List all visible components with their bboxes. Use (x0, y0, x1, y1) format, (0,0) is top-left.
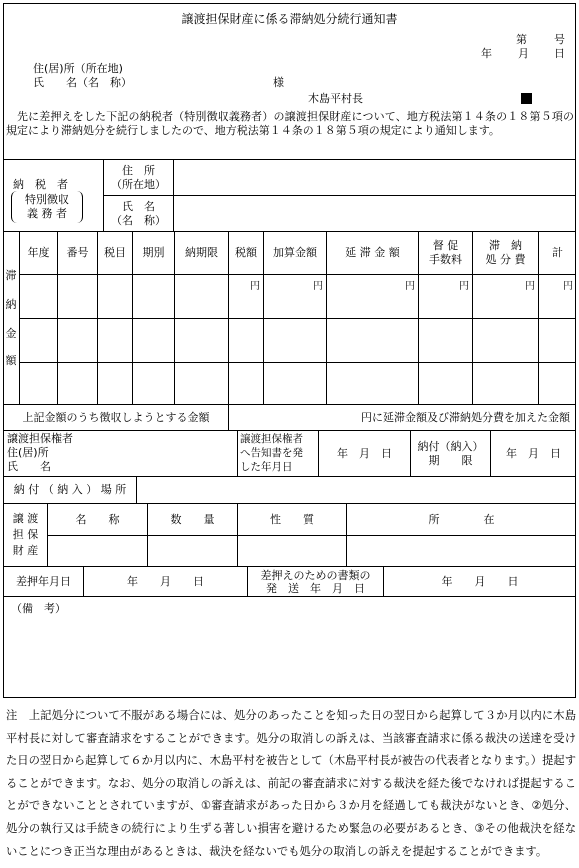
special-collector-label: 特別徴収 義 務 者 (11, 191, 83, 223)
recipient-address-label: 住(居)所（所在地) (33, 62, 123, 75)
body-text: 先に差押えをした下記の納税者（特別徴収義務者）の譲渡担保財産について、地方税法第１４条の１８第５項の規定により滞納処分を続行しましたので、地方税法第１４条の１８第５項の規定により通知します。 (6, 110, 574, 137)
date-hi: 日 (554, 47, 565, 60)
payment-place-label: 納 付 （ 納 入 ） 場 所 (13, 483, 127, 497)
sender-name: 木島平村長 (308, 92, 363, 105)
arrears-side-label-0: 滞 (5, 269, 17, 282)
legal-note: 注 上記処分について不服がある場合には、処分のあったことを知った日の翌日から起算して３か月以内に木島平村長に対して審査請求をすることができます。処分の取消しの訴えは、当該審査請求に係る裁決の送達を受けた日の翌日から起算して６か月以内に、木島平村を被告として（木島平村長が被告の代表者となります。）提起することができます。なお、処分の取消しの訴えは、前記の審査請求に対する裁決を経た後でなければ提起することができないこととされていますが、①審査請求があった日から３か月を経過しても裁決がないとき、②処分、処分の執行又は手続きの続行により生ずる著しい損害を避けるため緊急の必要があるとき、③その他裁決を経ないことにつき正当な理由があるときは、裁決を経ないでも処分の取消しの訴えを提起することができます。 (6, 709, 576, 858)
recipient-name-label: 氏 名（名 称） (33, 76, 132, 89)
yen-total: 円 (563, 281, 573, 292)
property-header-quantity: 数 量 (170, 512, 215, 526)
deadline-label: 納付（納入） 期 限 (417, 439, 484, 467)
header-disposition-cost: 滞 納 処 分 費 (485, 239, 526, 266)
holder-label: 譲渡担保権者 住(居)所 氏 名 (7, 432, 73, 473)
date-nen: 年 (481, 47, 492, 60)
header-due-date: 納期限 (185, 246, 218, 260)
holder-notice-date: 年 月 日 (337, 446, 392, 460)
property-header-location: 所 在 (428, 512, 495, 526)
header-tax-amount: 税額 (235, 246, 257, 260)
seal-mark (521, 93, 532, 104)
arrears-side-label-3: 額 (5, 354, 17, 367)
page-title: 譲渡担保財産に係る滞納処分続行通知書 (181, 12, 398, 26)
arrears-side-label-2: 金 (5, 327, 17, 340)
property-side-label: 譲 渡 担 保 財 産 (12, 512, 39, 557)
taxpayer-name-label: 氏 名 （名 称） (111, 199, 166, 227)
yen-disposition: 円 (525, 281, 535, 292)
taxpayer-label: 納 税 者 (13, 178, 68, 191)
number-dai: 第 (516, 33, 527, 46)
seizure-date-value: 年 月 日 (127, 574, 204, 588)
header-tax-item: 税目 (104, 246, 126, 260)
seizure-doc-value: 年 月 日 (441, 574, 519, 588)
number-go: 号 (554, 33, 565, 46)
remarks-label: （備 考） (11, 602, 66, 615)
header-additional: 加算金額 (273, 246, 317, 260)
date-tsuki: 月 (518, 47, 529, 60)
deadline-date: 年 月 日 (506, 446, 561, 460)
yen-additional: 円 (313, 281, 323, 292)
seizure-doc-label: 差押えのための書類の 発 送 年 月 日 (260, 568, 371, 595)
yen-tax: 円 (250, 281, 260, 292)
taxpayer-address-label: 住 所 （所在地） (111, 163, 166, 191)
yen-demand: 円 (459, 281, 469, 292)
property-header-nature: 性 質 (270, 512, 314, 526)
property-header-name: 名 称 (75, 512, 120, 526)
header-delinquency: 延 滞 金 額 (345, 246, 400, 260)
collection-right-label: 円に延滞金額及び滞納処分費を加えた金額 (361, 410, 570, 424)
yen-delinquency: 円 (405, 281, 415, 292)
header-year: 年度 (27, 246, 50, 260)
sama-honorific: 様 (273, 76, 284, 89)
header-number: 番号 (66, 246, 89, 260)
header-period: 期別 (142, 246, 165, 260)
arrears-side-label-1: 納 (5, 298, 17, 311)
header-demand-fee: 督 促 手数料 (429, 239, 462, 266)
seizure-date-label: 差押年月日 (16, 574, 71, 588)
collection-left-label: 上記金額のうち徴収しようとする金額 (22, 410, 210, 424)
holder-notice-label: 譲渡担保権者 へ告知書を発 した年月日 (240, 433, 303, 473)
header-total: 計 (552, 246, 563, 260)
